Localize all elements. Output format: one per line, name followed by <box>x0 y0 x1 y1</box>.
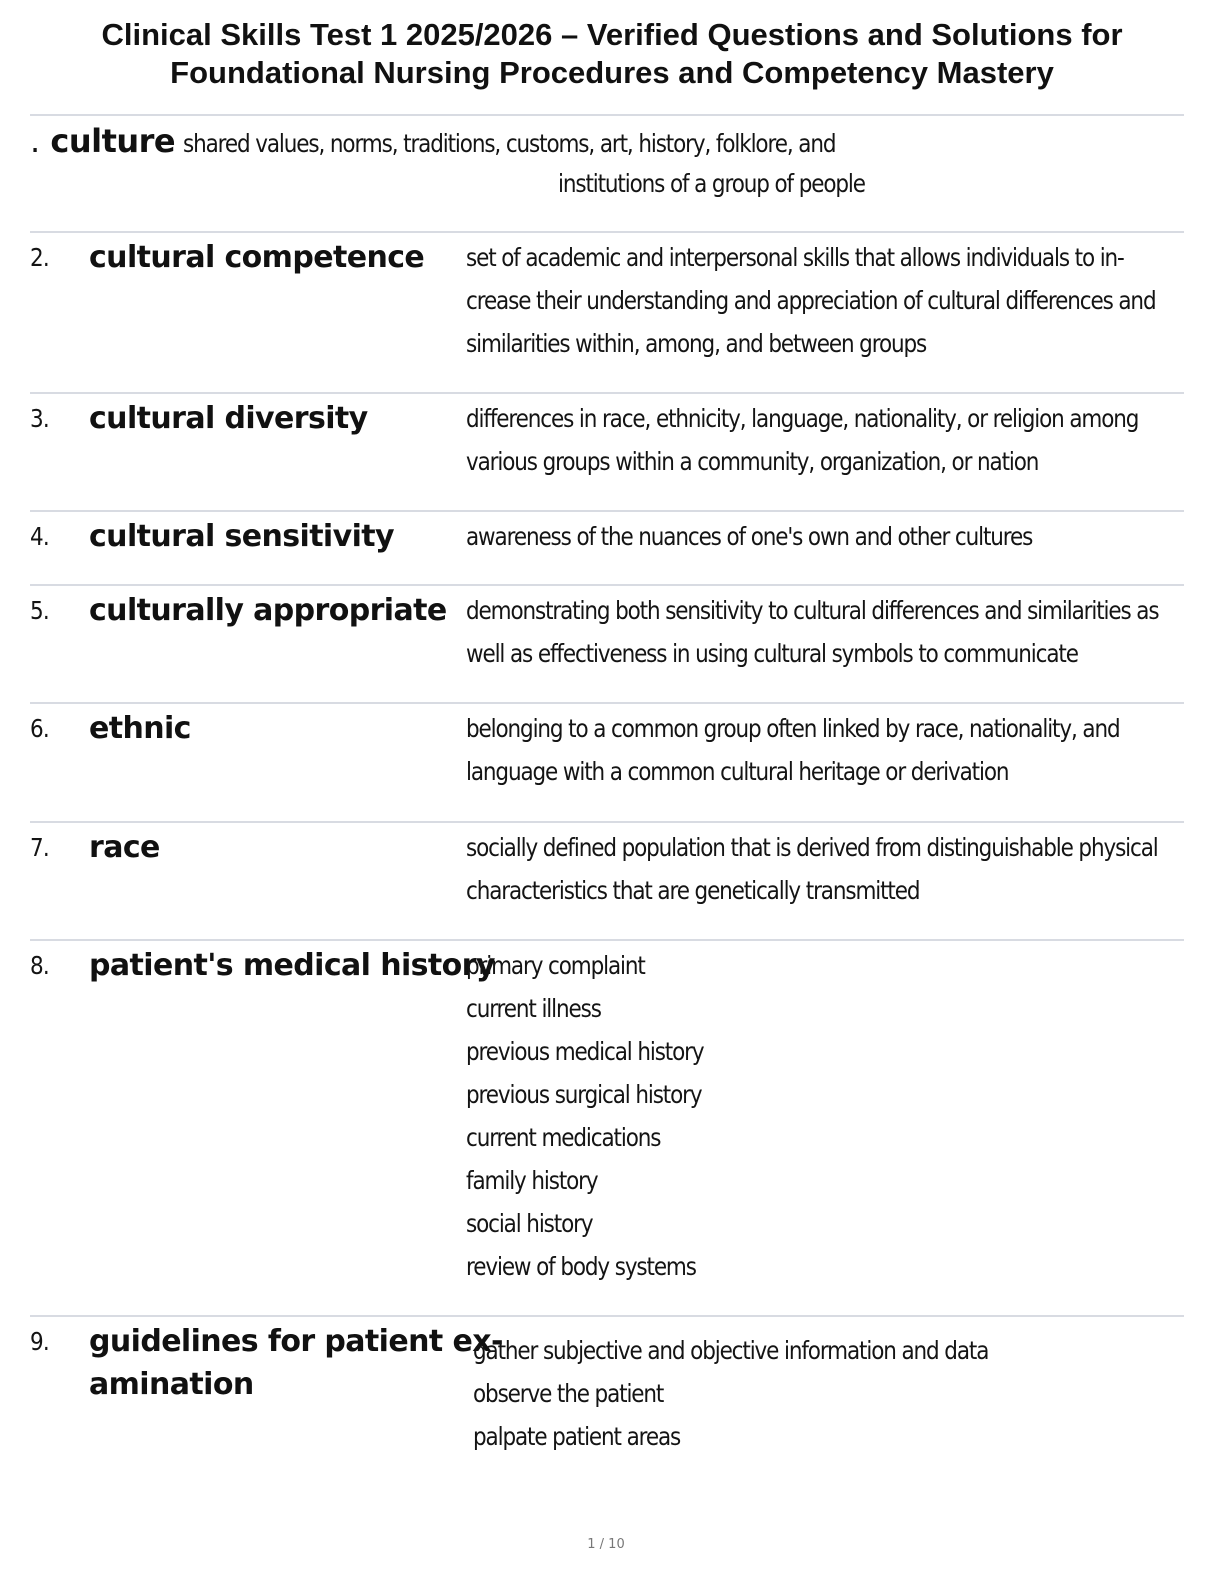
entry-prefix: . <box>30 122 51 160</box>
entry-definition-line: current illness <box>466 994 601 1023</box>
entry-definition <box>466 826 1206 912</box>
entry-number: 6. <box>30 714 49 743</box>
entry-number: 7. <box>30 833 49 862</box>
entry-definition-line: family history <box>466 1166 598 1195</box>
entry-definition <box>466 397 1206 483</box>
document-title <box>30 16 1194 92</box>
entry-term: cultural competence <box>89 240 425 275</box>
entry-definition <box>473 1329 1213 1458</box>
entry-definition-line: shared values, norms, traditions, customs, art, history, folklore, and <box>183 129 836 158</box>
entry-definition-line: demonstrating both sensitivity to cultural differences and similarities as <box>466 596 1159 625</box>
entry-definition-line: set of academic and interpersonal skills that allows individuals to in- <box>466 243 1124 272</box>
entry-definition-line: awareness of the nuances of one's own and other cultures <box>466 522 1033 551</box>
entry-term: race <box>89 830 160 865</box>
divider <box>30 392 1184 394</box>
divider <box>30 510 1184 512</box>
entry-term: cultural sensitivity <box>89 519 394 554</box>
entry-definition-line: observe the patient <box>473 1379 664 1408</box>
entry-definition-line: differences in race, ethnicity, language, nationality, or religion among <box>466 404 1139 433</box>
entry-number: 3. <box>30 404 49 433</box>
entry-number: 8. <box>30 951 49 980</box>
entry-definition-line: socially defined population that is derived from distinguishable physical <box>466 833 1158 862</box>
divider <box>30 584 1184 586</box>
entry-definition-line: primary complaint <box>466 951 645 980</box>
entry-term <box>89 1320 509 1406</box>
entry-term-line: amination <box>89 1367 254 1402</box>
document-title-line-2: Foundational Nursing Procedures and Competency Mastery <box>170 55 1054 90</box>
entry-term: ethnic <box>89 711 191 746</box>
entry-term: culture <box>50 122 176 160</box>
entry-definition-line: gather subjective and objective information and data <box>473 1336 989 1365</box>
entry-definition-line: language with a common cultural heritage or derivation <box>466 757 1009 786</box>
entry-definition-line: social history <box>466 1209 593 1238</box>
entry-definition-line: various groups within a community, organization, or nation <box>466 447 1039 476</box>
entry-definition-line: similarities within, among, and between groups <box>466 329 927 358</box>
divider <box>30 114 1184 116</box>
entry-definition <box>466 589 1206 675</box>
entry-definition-line: review of body systems <box>466 1252 696 1281</box>
entry-definition-line: previous medical history <box>466 1037 704 1066</box>
divider <box>30 939 1184 941</box>
entry-definition-line: institutions of a group of people <box>558 169 865 198</box>
entry-definition-line: characteristics that are genetically transmitted <box>466 876 920 905</box>
entry-number: 4. <box>30 522 49 551</box>
entry-definition <box>466 944 1206 1288</box>
entry-term: culturally appropriate <box>89 593 447 628</box>
entry-definition-line: belonging to a common group often linked by race, nationality, and <box>466 714 1120 743</box>
entry-number: 2. <box>30 243 49 272</box>
entry-definition-line: well as effectiveness in using cultural symbols to communicate <box>466 639 1078 668</box>
glossary-entry-culture <box>30 120 1184 198</box>
entry-term: cultural diversity <box>89 401 368 436</box>
divider <box>30 821 1184 823</box>
entry-definition <box>466 707 1206 793</box>
divider <box>30 231 1184 233</box>
divider <box>30 702 1184 704</box>
document-title-line-1: Clinical Skills Test 1 2025/2026 – Verified Questions and Solutions for <box>101 17 1123 52</box>
entry-definition-line: palpate patient areas <box>473 1422 681 1451</box>
entry-term-line: guidelines for patient ex- <box>89 1324 503 1359</box>
entry-number: 5. <box>30 596 49 625</box>
entry-definition <box>466 236 1206 365</box>
divider <box>30 1315 1184 1317</box>
entry-definition-line: crease their understanding and appreciation of cultural differences and <box>466 286 1156 315</box>
entry-definition-line: current medications <box>466 1123 661 1152</box>
entry-number: 9. <box>30 1327 49 1356</box>
entry-term: patient's medical history <box>89 948 495 983</box>
page-indicator: 1 / 10 <box>587 1537 625 1552</box>
entry-definition <box>466 515 1206 558</box>
entry-definition-line: previous surgical history <box>466 1080 702 1109</box>
